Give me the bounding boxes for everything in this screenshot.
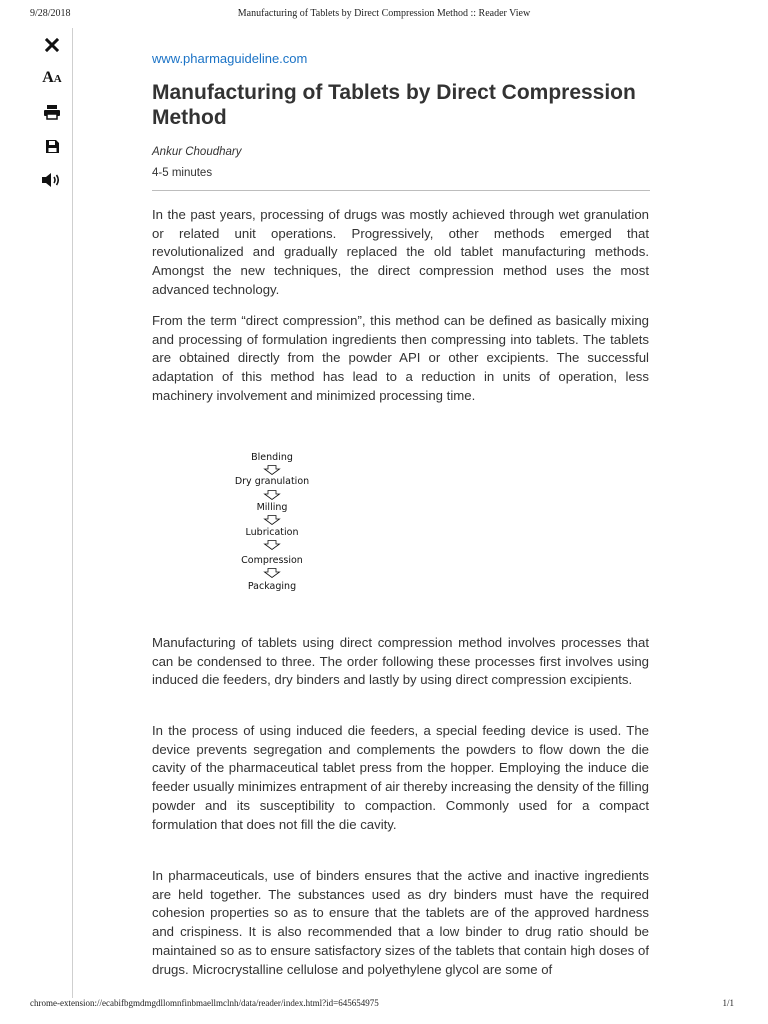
print-footer: [0, 998, 768, 1012]
reader-toolbar: [32, 28, 73, 998]
print-page-title: Manufacturing of Tablets by Direct Compression Method :: Reader View: [237, 8, 531, 19]
flow-step-blending: Blending: [251, 452, 293, 463]
flow-step-milling: Milling: [256, 502, 288, 513]
down-arrow-icon: [263, 490, 281, 500]
article-author: Ankur Choudhary: [152, 146, 242, 158]
page-number: 1/1: [722, 998, 734, 1008]
speaker-icon: [41, 172, 63, 188]
print-url: chrome-extension://ecabifbgmdmgdllomnfinbmaellmclnh/data/reader/index.html?id=645654975: [30, 998, 379, 1008]
printer-icon: [43, 104, 61, 120]
print-button[interactable]: [32, 97, 72, 127]
save-button[interactable]: [32, 131, 72, 161]
close-icon: [45, 38, 59, 52]
paragraph: In pharmaceuticals, use of binders ensures that the active and inactive ingredients are held together. The substances used as dry binders must have the required cohesion properties so as to ensure that the tablets are of the approved hardness and crispiness. It is also recommended that a low binder to drug ratio should be maintained so as to ensure satisfactory sizes of the tablets that contain high doses of drugs. Microcrystalline cellulose and polyethylene glycol are some of: [152, 868, 649, 977]
speak-button[interactable]: [32, 165, 72, 195]
paragraph: From the term “direct compression”, this method can be defined as basically mixing and processing of formulation ingredients then compressing into tablets. The tablets are obtained directly from the powder API or other excipients. The successful adaptation of this method has lead to a reduction in units of operation, less machinery involvement and minimized processing time.: [152, 313, 649, 403]
print-header: [0, 8, 768, 24]
font-size-icon: AA: [42, 69, 62, 86]
paragraph: In the past years, processing of drugs was mostly achieved through wet granulation or related unit operations. Progressively, other methods emerged that revolutionalized and gradually replaced the old tablet manufacturing methods. Amongst the new techniques, the direct compression method uses the most advanced technology.: [152, 207, 649, 297]
flow-step-dry-granulation: Dry granulation: [234, 476, 310, 487]
reading-time: 4-5 minutes: [152, 167, 213, 179]
paragraph: In the process of using induced die feeders, a special feeding device is used. The device prevents segregation and complements the powders to flow down the die cavity of the pharmaceutical tablet press from the hopper. Employing the induce die feeder usually minimizes entrapment of air thereby increasing the density of the filling powder and its susceptibility to compaction. Commonly used for a compact formulation that does not fill the die cavity.: [152, 723, 649, 832]
header-divider: [152, 190, 650, 191]
flow-step-packaging: Packaging: [247, 581, 297, 592]
font-size-button[interactable]: [32, 63, 72, 93]
paragraph: Manufacturing of tablets using direct compression method involves processes that can be condensed to three. The order following these processes first involves using induced die feeders, dry binders and lastly by using direct compression excipients.: [152, 635, 649, 688]
print-date: 9/28/2018: [30, 8, 71, 19]
flow-step-lubrication: Lubrication: [245, 527, 299, 538]
article-title: Manufacturing of Tablets by Direct Compression Method: [152, 81, 636, 129]
close-button[interactable]: [32, 30, 72, 60]
process-flow-diagram: [222, 450, 322, 596]
down-arrow-icon: [263, 568, 281, 578]
flow-step-compression: Compression: [241, 555, 303, 566]
save-icon: [45, 139, 60, 154]
down-arrow-icon: [263, 515, 281, 525]
source-domain-link[interactable]: www.pharmaguideline.com: [152, 51, 308, 66]
down-arrow-icon: [263, 540, 281, 550]
down-arrow-icon: [263, 465, 281, 475]
